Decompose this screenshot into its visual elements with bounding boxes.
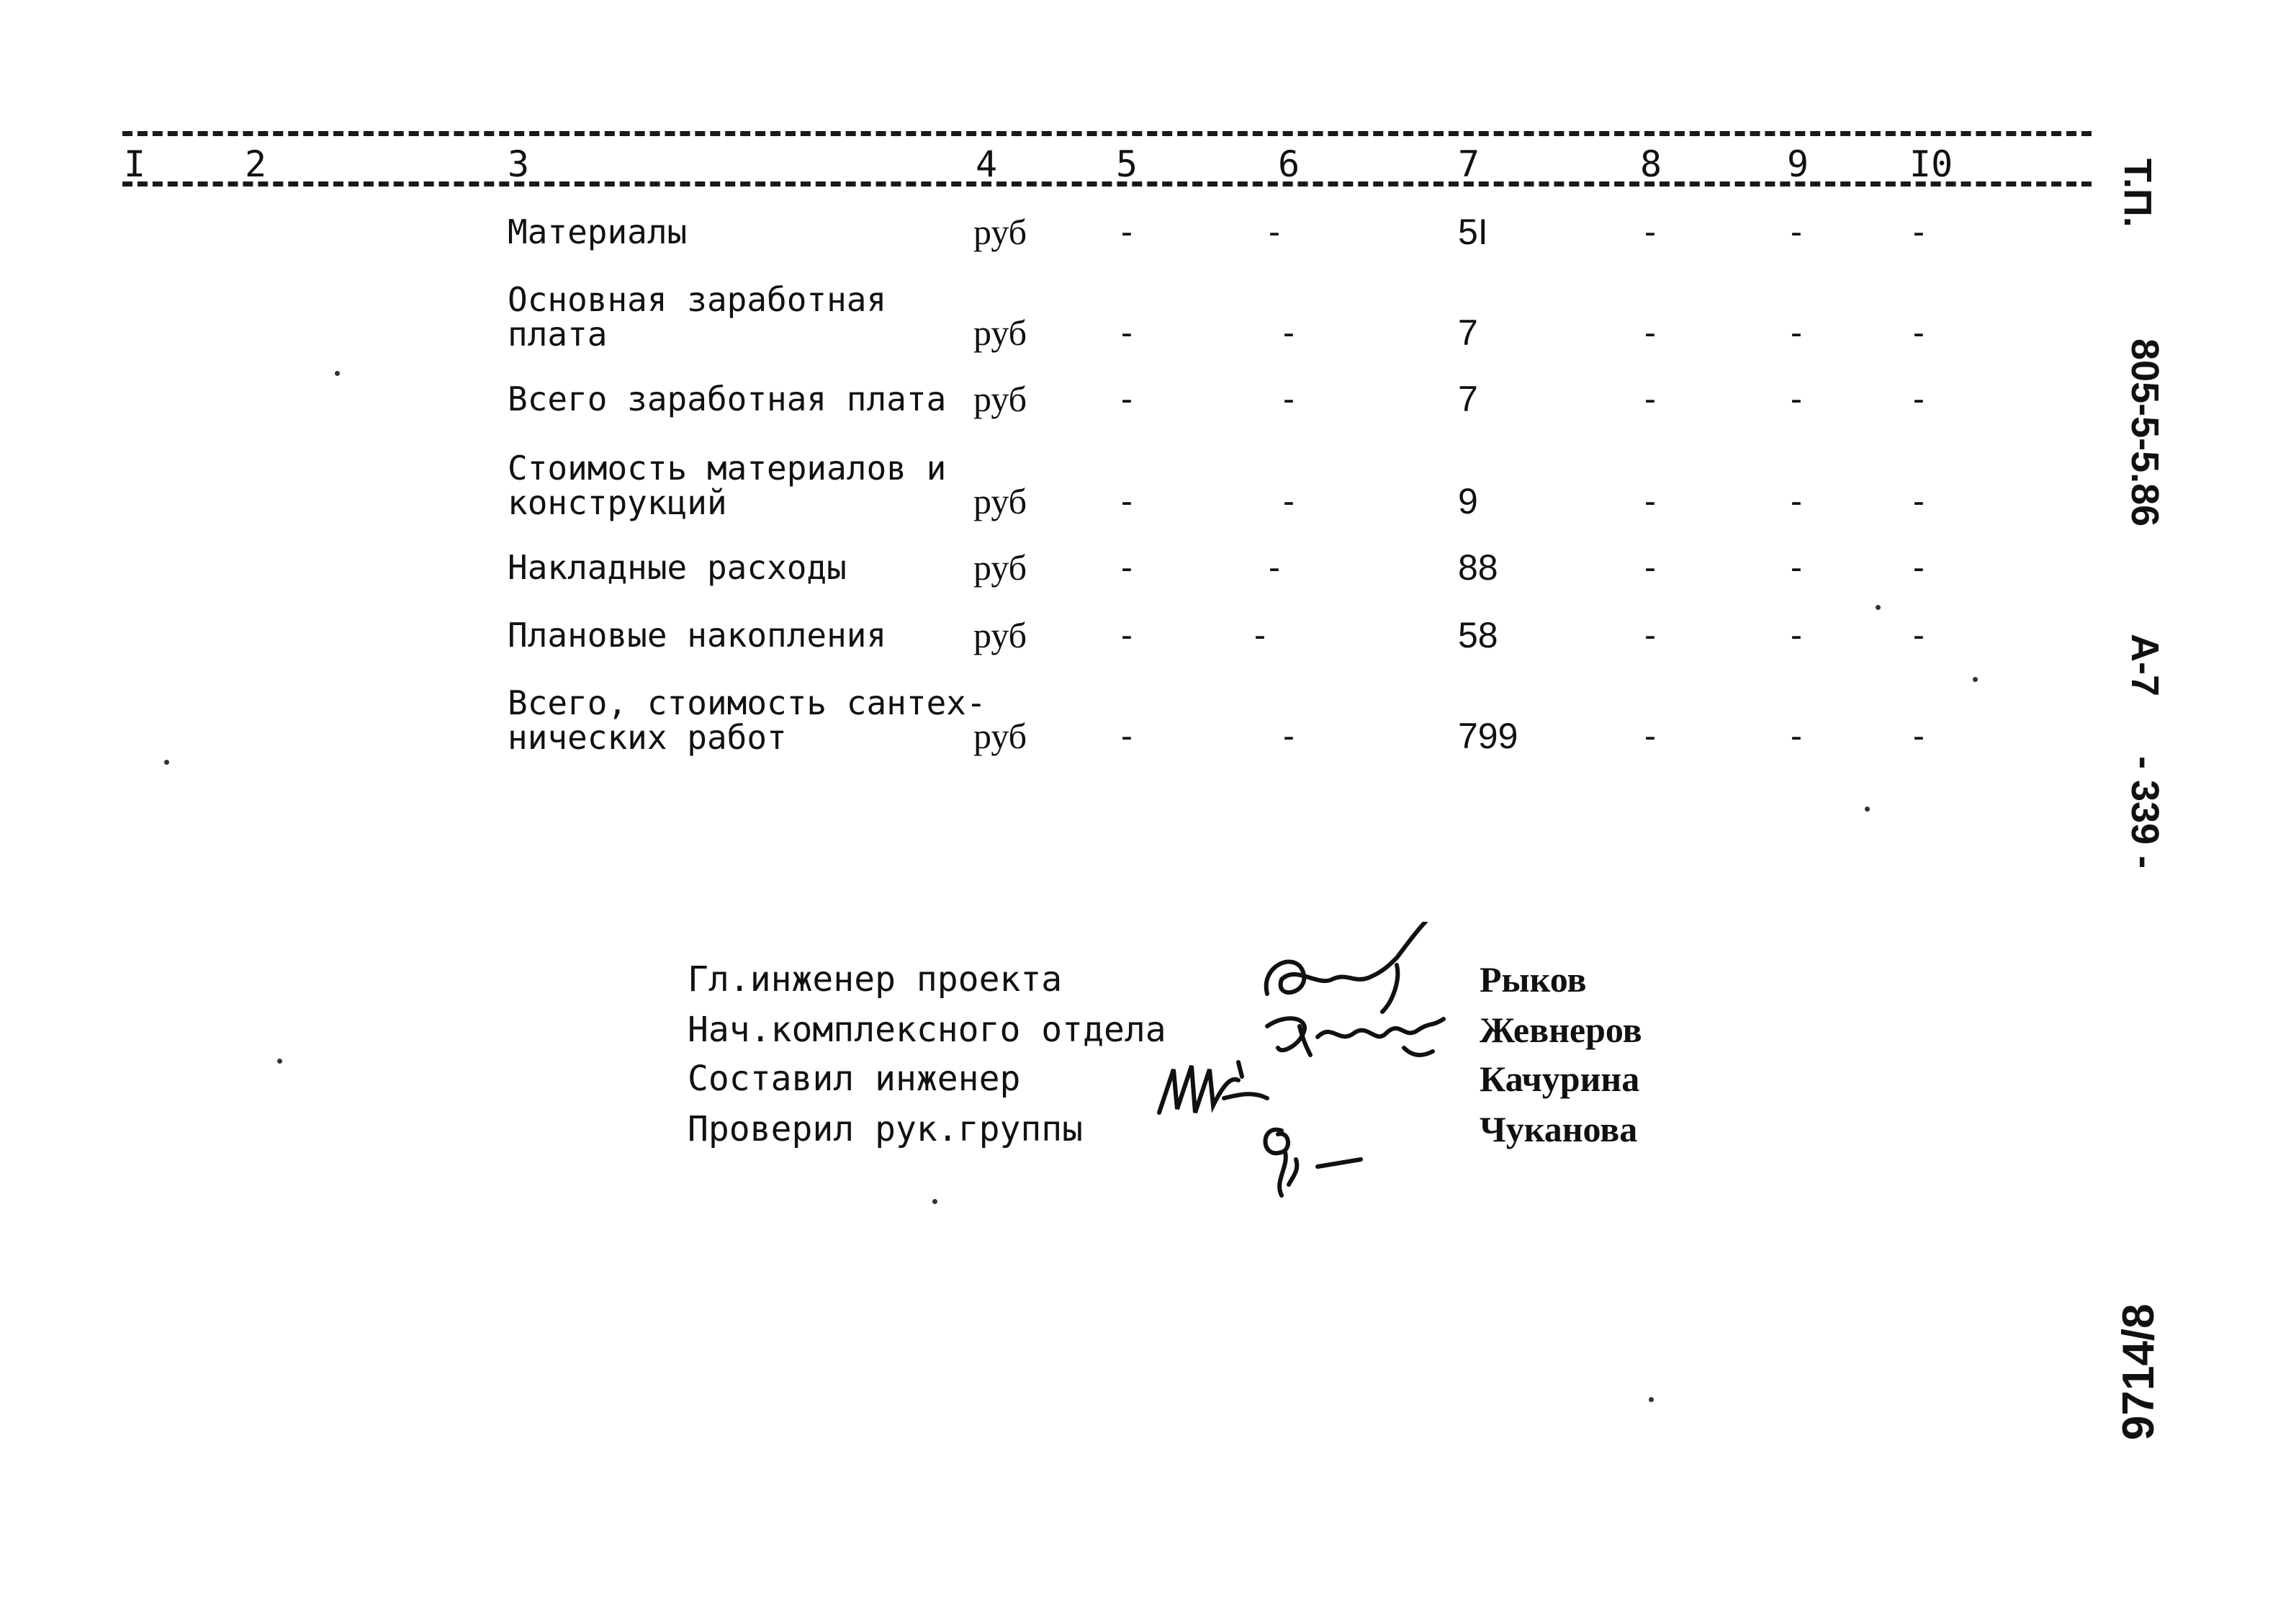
- row-col6: -: [1264, 212, 1284, 251]
- speck: [164, 760, 169, 765]
- row-col5: -: [1117, 313, 1137, 352]
- row-col10: -: [1909, 380, 1929, 418]
- col-header-5: 5: [1116, 143, 1138, 185]
- row-unit: руб: [973, 379, 1027, 419]
- speck: [1876, 605, 1881, 610]
- row-col8: -: [1640, 616, 1660, 655]
- row-col8: -: [1640, 548, 1660, 587]
- row-col5: -: [1117, 717, 1137, 755]
- signature-row: [0, 1057, 2296, 1108]
- row-col6: -: [1264, 548, 1284, 587]
- speck: [932, 1199, 937, 1204]
- row-col9: -: [1786, 717, 1806, 755]
- header-rule-top: [122, 131, 2092, 136]
- row-col10: -: [1909, 717, 1929, 755]
- col-header-6: 6: [1278, 143, 1300, 185]
- col-header-4: 4: [976, 143, 998, 185]
- row-label: Накладные расходы: [508, 548, 847, 587]
- signature-row: [0, 958, 2296, 1008]
- signature-name: Чуканова: [1480, 1109, 1638, 1149]
- speck: [1973, 677, 1978, 682]
- row-col7: 88: [1458, 547, 1498, 588]
- side-inventory-number: 9714/8: [2114, 1303, 2164, 1440]
- row-col8: -: [1640, 380, 1660, 418]
- row-label: Плановые накопления: [508, 616, 887, 655]
- col-header-8: 8: [1640, 143, 1662, 185]
- row-col9: -: [1786, 313, 1806, 352]
- row-col9: -: [1786, 380, 1806, 418]
- row-col8: -: [1640, 482, 1660, 521]
- col-header-7: 7: [1458, 143, 1480, 185]
- col-header-2: 2: [245, 143, 267, 185]
- signature-row: [0, 1008, 2296, 1059]
- row-unit: руб: [973, 313, 1027, 353]
- row-col6: -: [1279, 313, 1299, 352]
- row-col8: -: [1640, 717, 1660, 755]
- row-label: Основная заработная плата: [508, 280, 887, 354]
- row-col6: -: [1250, 616, 1270, 655]
- row-unit: руб: [973, 547, 1027, 588]
- col-header-1: I: [124, 143, 146, 185]
- speck: [335, 371, 340, 376]
- side-album-number: А-7: [2123, 634, 2166, 697]
- signature-role: Гл.инженер проекта: [688, 959, 1063, 1000]
- side-document-code: 805-5-5.86: [2123, 338, 2166, 527]
- row-col9: -: [1786, 482, 1806, 521]
- handwritten-signature-4: [1253, 1109, 1368, 1203]
- row-unit: руб: [973, 716, 1027, 756]
- row-col6: -: [1279, 482, 1299, 521]
- side-project-label: Т.П.: [2116, 158, 2159, 228]
- row-col10: -: [1909, 313, 1929, 352]
- signature-row: [0, 1108, 2296, 1158]
- speck: [1649, 1397, 1654, 1402]
- signature-name: Рыков: [1480, 959, 1587, 1000]
- signature-role: Нач.комплексного отдела: [688, 1010, 1166, 1050]
- row-col5: -: [1117, 482, 1137, 521]
- side-page-number: - 339 -: [2123, 756, 2166, 869]
- row-col7: 7: [1458, 379, 1478, 419]
- row-unit: руб: [973, 212, 1027, 252]
- row-col5: -: [1117, 616, 1137, 655]
- row-unit: руб: [973, 481, 1027, 521]
- handwritten-signature-1: [1253, 922, 1454, 1015]
- row-col9: -: [1786, 212, 1806, 251]
- row-col9: -: [1786, 548, 1806, 587]
- col-header-3: 3: [508, 143, 530, 185]
- signature-role: Составил инженер: [688, 1059, 1021, 1099]
- row-col8: -: [1640, 313, 1660, 352]
- row-label: Всего заработная плата: [508, 380, 947, 418]
- speck: [1865, 807, 1870, 812]
- row-col5: -: [1117, 380, 1137, 418]
- row-col10: -: [1909, 482, 1929, 521]
- row-col5: -: [1117, 212, 1137, 251]
- row-unit: руб: [973, 615, 1027, 655]
- row-col5: -: [1117, 548, 1137, 587]
- col-header-10: I0: [1909, 143, 1953, 185]
- row-col7: 7: [1458, 313, 1478, 353]
- col-header-9: 9: [1787, 143, 1809, 185]
- row-col6: -: [1279, 380, 1299, 418]
- row-col8: -: [1640, 212, 1660, 251]
- row-label: Стоимость материалов и конструкций: [508, 449, 947, 522]
- row-col10: -: [1909, 548, 1929, 587]
- row-col9: -: [1786, 616, 1806, 655]
- row-label: Всего, стоимость сантех- нических работ: [508, 683, 986, 757]
- row-label: Материалы: [508, 212, 688, 251]
- signature-name: Жевнеров: [1480, 1010, 1642, 1050]
- row-col7: 58: [1458, 615, 1498, 655]
- row-col7: 5I: [1458, 212, 1488, 252]
- row-col6: -: [1279, 717, 1299, 755]
- row-col7: 9: [1458, 481, 1478, 521]
- speck: [277, 1059, 282, 1064]
- row-col7: 799: [1458, 716, 1518, 756]
- row-col10: -: [1909, 616, 1929, 655]
- signature-name: Качурина: [1480, 1059, 1640, 1099]
- row-col10: -: [1909, 212, 1929, 251]
- handwritten-signature-2: [1260, 1005, 1447, 1069]
- signature-role: Проверил рук.группы: [688, 1109, 1084, 1149]
